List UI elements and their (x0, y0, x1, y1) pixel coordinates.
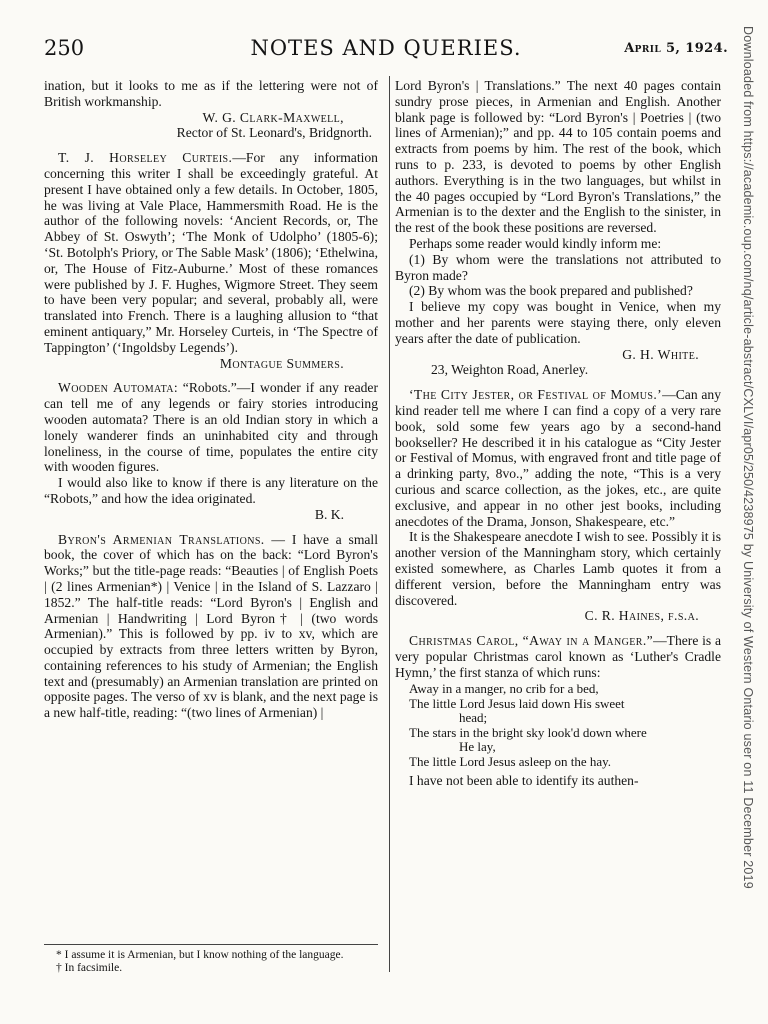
signature-summers: Montague Summers. (219, 355, 344, 371)
issue-date: April 5, 1924. (624, 41, 728, 56)
byron-question-1: (1) By whom were the translations not attributed to Byron made? (395, 251, 721, 283)
carol-query (395, 633, 721, 680)
automata-heading: Wooden Automata (58, 380, 174, 396)
byron-question-2: (2) By whom was the book prepared and published? (409, 283, 693, 299)
byron-question-intro: Perhaps some reader would kindly inform me: (409, 235, 662, 251)
byron-text: — I have a small book, the cover of which has on the back: “Lord Byron's Works;” but the title-page reads: “Beauties | of English Poets | (2 lines Armenian*) | Venice | in the Island of S. Lazzaro | 1852.” The half-title reads: “Lord Byron's | English and Armenian | Handwriting | Lord Byron† | (two words Armenian).” This is followed by pp. iv to xv, which are occupied by extracts from three letters written by Byron, containing references to his study of Armenian; the English text and (presumably) an Armenian translation are printed on opposite pages. The verso of xv is blank, and the next page is a new half-title, reading: “(two lines of Armenian) | (44, 531, 378, 721)
signature-title: Rector of St. Leonard's, Bridgnorth. (176, 125, 372, 141)
journal-title: NOTES AND QUERIES. (250, 36, 522, 60)
curteis-heading: T. J. Horseley Curteis. (58, 150, 233, 166)
signature-haines: C. R. Haines, f.s.a. (584, 608, 699, 624)
poem-line-continued: head; (459, 710, 488, 726)
continued-paragraph: ination, but it looks to me as if the lettering were not of British workmanship. (44, 78, 378, 109)
footnote-1: * I assume it is Armenian, but I know nothing of the language. (56, 949, 344, 961)
byron-query (44, 532, 378, 722)
curteis-text: —For any information concerning this writer I shall be exceedingly grateful. At present I have obtained only a few details. In October, 1805, he was living at Vale Place, Hammersmith Road. He is the author of the following novels: ‘Ancient Records, or, The Abbey of St. Oswyth’; ‘The Monk of Udolpho’ (1805-6); ‘St. Botolph's Priory, or The Sable Mask’ (1806); ‘Ethelwina, or, The House of Fitz-Auburne.’ Most of these romances were published by J. F. Hughes, Wigmore Street. They seem to have been very popular; and several, probably all, were translated into French. There is a laughing allusion to “that eminent antiquary,” Mr. Horseley Curteis, in ‘The Spectre of Tappington’ (‘Ingoldsby Legends’). (44, 150, 378, 355)
jester-paragraph-2: It is the Shakespeare anecdote I wish to see. Possibly it is another version of the Manningham story, which certainly existed somewhere, as Charles Lamb quotes it from a different version, before the Manningham entry was discovered. (395, 529, 721, 608)
running-header (44, 36, 728, 66)
signature-bk: B. K. (314, 506, 344, 522)
automata-query (44, 380, 378, 475)
footnote-2: † In facsimile. (56, 961, 123, 974)
automata-quote: : “Robots.” (173, 380, 237, 396)
byron-paragraph-3: I believe my copy was bought in Venice, when my mother and her parents were staying there, only eleven years after the date of publication. (395, 299, 721, 346)
poem-line: The stars in the bright sky look'd down where (409, 724, 647, 740)
jester-text: —Can any kind reader tell me where I can find a copy of a very rare book, sold some few years ago by a second-hand bookseller? He described it in his catalogue as “City Jester or Festival of Momus, with engraved front and title page of a drinking party, 8vo.,” adding the note, “This is a very curious and scarce collection, as the jokes, etc., are quite exclusive, and appear in no other jest books, including anecdotes of the Drama, Jonson, Shakespeare, etc.” (395, 387, 721, 529)
carol-final-line: I have not been able to identify its authen- (409, 773, 639, 789)
automata-paragraph-2: I would also like to know if there is any literature on the “Robots,” and how the idea originated. (44, 475, 378, 506)
page-number: 250 (44, 36, 85, 60)
jester-query (395, 387, 721, 529)
poem-line: The little Lord Jesus laid down His sweet (409, 695, 625, 711)
carol-heading: Christmas Carol, “Away in a Manger.” (409, 633, 654, 649)
left-column (44, 78, 378, 938)
byron-heading: Byron's Armenian Translations. (58, 531, 265, 547)
carol-text: —There is a very popular Christmas carol known as ‘Luther's Cradle Hymn,’ the first stanza of which runs: (395, 633, 721, 680)
curteis-query (44, 150, 378, 355)
carol-stanza (409, 682, 721, 769)
signature-white: G. H. White. (622, 346, 699, 362)
download-watermark: Downloaded from https://academic.oup.com/nq/article-abstract/CXLVI/apr05/250/4238975 by University of Western Ontario user on 11 December 2019 (741, 26, 755, 889)
poem-line-continued: He lay, (459, 739, 496, 755)
signature-clark-maxwell: W. G. Clark-Maxwell, (202, 109, 344, 125)
column-divider (389, 76, 390, 972)
footnotes (44, 949, 378, 974)
byron-continued: Lord Byron's | Translations.” The next 40 pages contain sundry prose pieces, in Armenian and English. Another blank page is followed by: “Lord Byron's | Poetries | (two lines of Armenian);” and pp. 44 to 105 contain poems and extracts from poems by him. The rest of the book, which runs to p. 233, is devoted to poems by other English authors. Everything is in the two languages, but whilst in the 40 pages occupied by “Lord Byron's Translations,” the Armenian is to the dexter and the English to the sinister, in the rest of the book these positions are reversed. (395, 78, 721, 236)
right-column (395, 78, 721, 998)
poem-line: The little Lord Jesus asleep on the hay. (409, 753, 612, 769)
jester-heading: ‘The City Jester, or Festival of Momus.’ (409, 387, 663, 403)
automata-text: —I wonder if any reader can tell me of any legends or fairy stories introducing wooden automata? There is an old Indian story in which a lonely wanderer finds an uninhabited city and through loneliness, in the course of time, populates the entire city with wooden figures. (44, 380, 378, 475)
address-white: 23, Weighton Road, Anerley. (431, 362, 589, 378)
footnote-rule (44, 944, 378, 945)
poem-line: Away in a manger, no crib for a bed, (409, 681, 599, 697)
